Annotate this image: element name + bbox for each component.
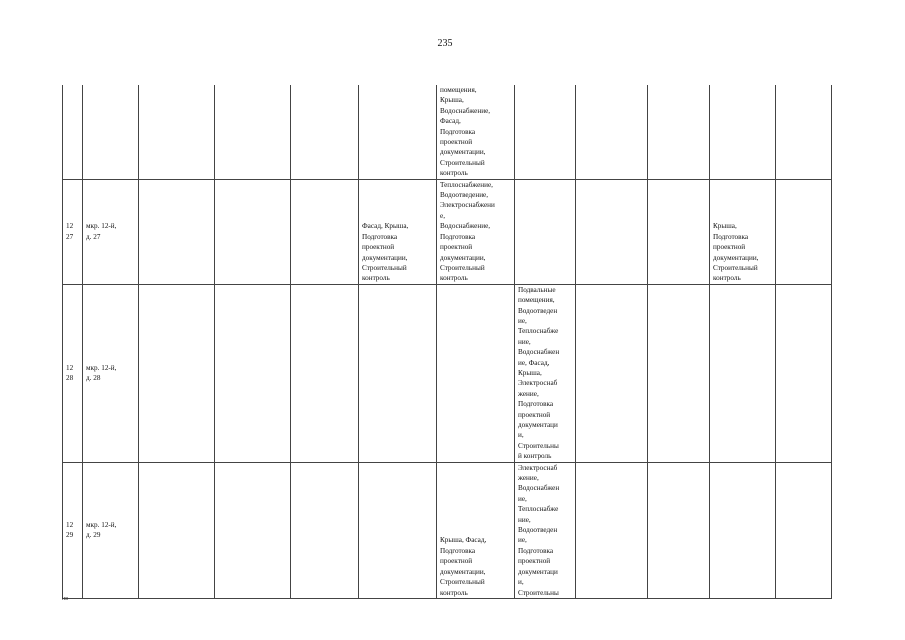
- table-row: [63, 462, 832, 598]
- table-row: [63, 179, 832, 284]
- address-cell: мкр. 12-й, д. 27: [83, 179, 139, 284]
- empty-cell: [648, 179, 710, 284]
- works-cell: Крыша, Подготовка проектной документации, Строительный контроль: [710, 179, 776, 284]
- works-cell: [359, 284, 437, 462]
- empty-cell: [215, 284, 291, 462]
- empty-cell: [291, 284, 359, 462]
- empty-cell: [776, 284, 832, 462]
- address-cell: мкр. 12-й, д. 29: [83, 462, 139, 598]
- works-cell: [437, 284, 515, 462]
- table-row: [63, 284, 832, 462]
- empty-cell: [139, 179, 215, 284]
- table-row: [63, 85, 832, 179]
- address-cell: мкр. 12-й, д. 28: [83, 284, 139, 462]
- empty-cell: [215, 179, 291, 284]
- empty-cell: [648, 284, 710, 462]
- empty-cell: [776, 85, 832, 179]
- empty-cell: [776, 462, 832, 598]
- empty-cell: [139, 284, 215, 462]
- works-cell: [515, 179, 576, 284]
- row-index-cell: [63, 85, 83, 179]
- works-cell: [359, 85, 437, 179]
- works-cell: Крыша, Фасад, Подготовка проектной документации, Строительный контроль: [437, 462, 515, 598]
- empty-cell: [576, 85, 648, 179]
- works-cell: [710, 85, 776, 179]
- works-cell: Теплоснабжение, Водоотведение, Электроснабжени е, Водоснабжение, Подготовка проектной документации, Строительный контроль: [437, 179, 515, 284]
- row-index-cell: 12 28: [63, 284, 83, 462]
- row-index-cell: 12 29: [63, 462, 83, 598]
- empty-cell: [291, 462, 359, 598]
- works-cell: [515, 85, 576, 179]
- footer-mark: нв: [62, 596, 69, 602]
- page-number: 235: [437, 38, 453, 49]
- works-cell: [710, 462, 776, 598]
- empty-cell: [139, 462, 215, 598]
- empty-cell: [576, 462, 648, 598]
- empty-cell: [291, 85, 359, 179]
- empty-cell: [648, 462, 710, 598]
- empty-cell: [291, 179, 359, 284]
- address-cell: [83, 85, 139, 179]
- empty-cell: [648, 85, 710, 179]
- works-cell: Фасад, Крыша, Подготовка проектной документации, Строительный контроль: [359, 179, 437, 284]
- works-cell: [710, 284, 776, 462]
- works-cell: Подвальные помещения, Водоотведен ие, Теплоснабже ние, Водоснабжен ие, Фасад, Крыша, Электроснаб жение, Подготовка проектной документаци и, Строительны й контроль: [515, 284, 576, 462]
- works-cell: [359, 462, 437, 598]
- row-index-cell: 12 27: [63, 179, 83, 284]
- works-cell: Электроснаб жение, Водоснабжен ие, Теплоснабже ние, Водоотведен ие, Подготовка проектной документаци и, Строительны: [515, 462, 576, 598]
- works-cell: помещения, Крыша, Водоснабжение, Фасад, Подготовка проектной документации, Строительный контроль: [437, 85, 515, 179]
- empty-cell: [776, 179, 832, 284]
- empty-cell: [576, 284, 648, 462]
- empty-cell: [576, 179, 648, 284]
- empty-cell: [215, 462, 291, 598]
- empty-cell: [139, 85, 215, 179]
- repair-schedule-table: [62, 85, 832, 599]
- empty-cell: [215, 85, 291, 179]
